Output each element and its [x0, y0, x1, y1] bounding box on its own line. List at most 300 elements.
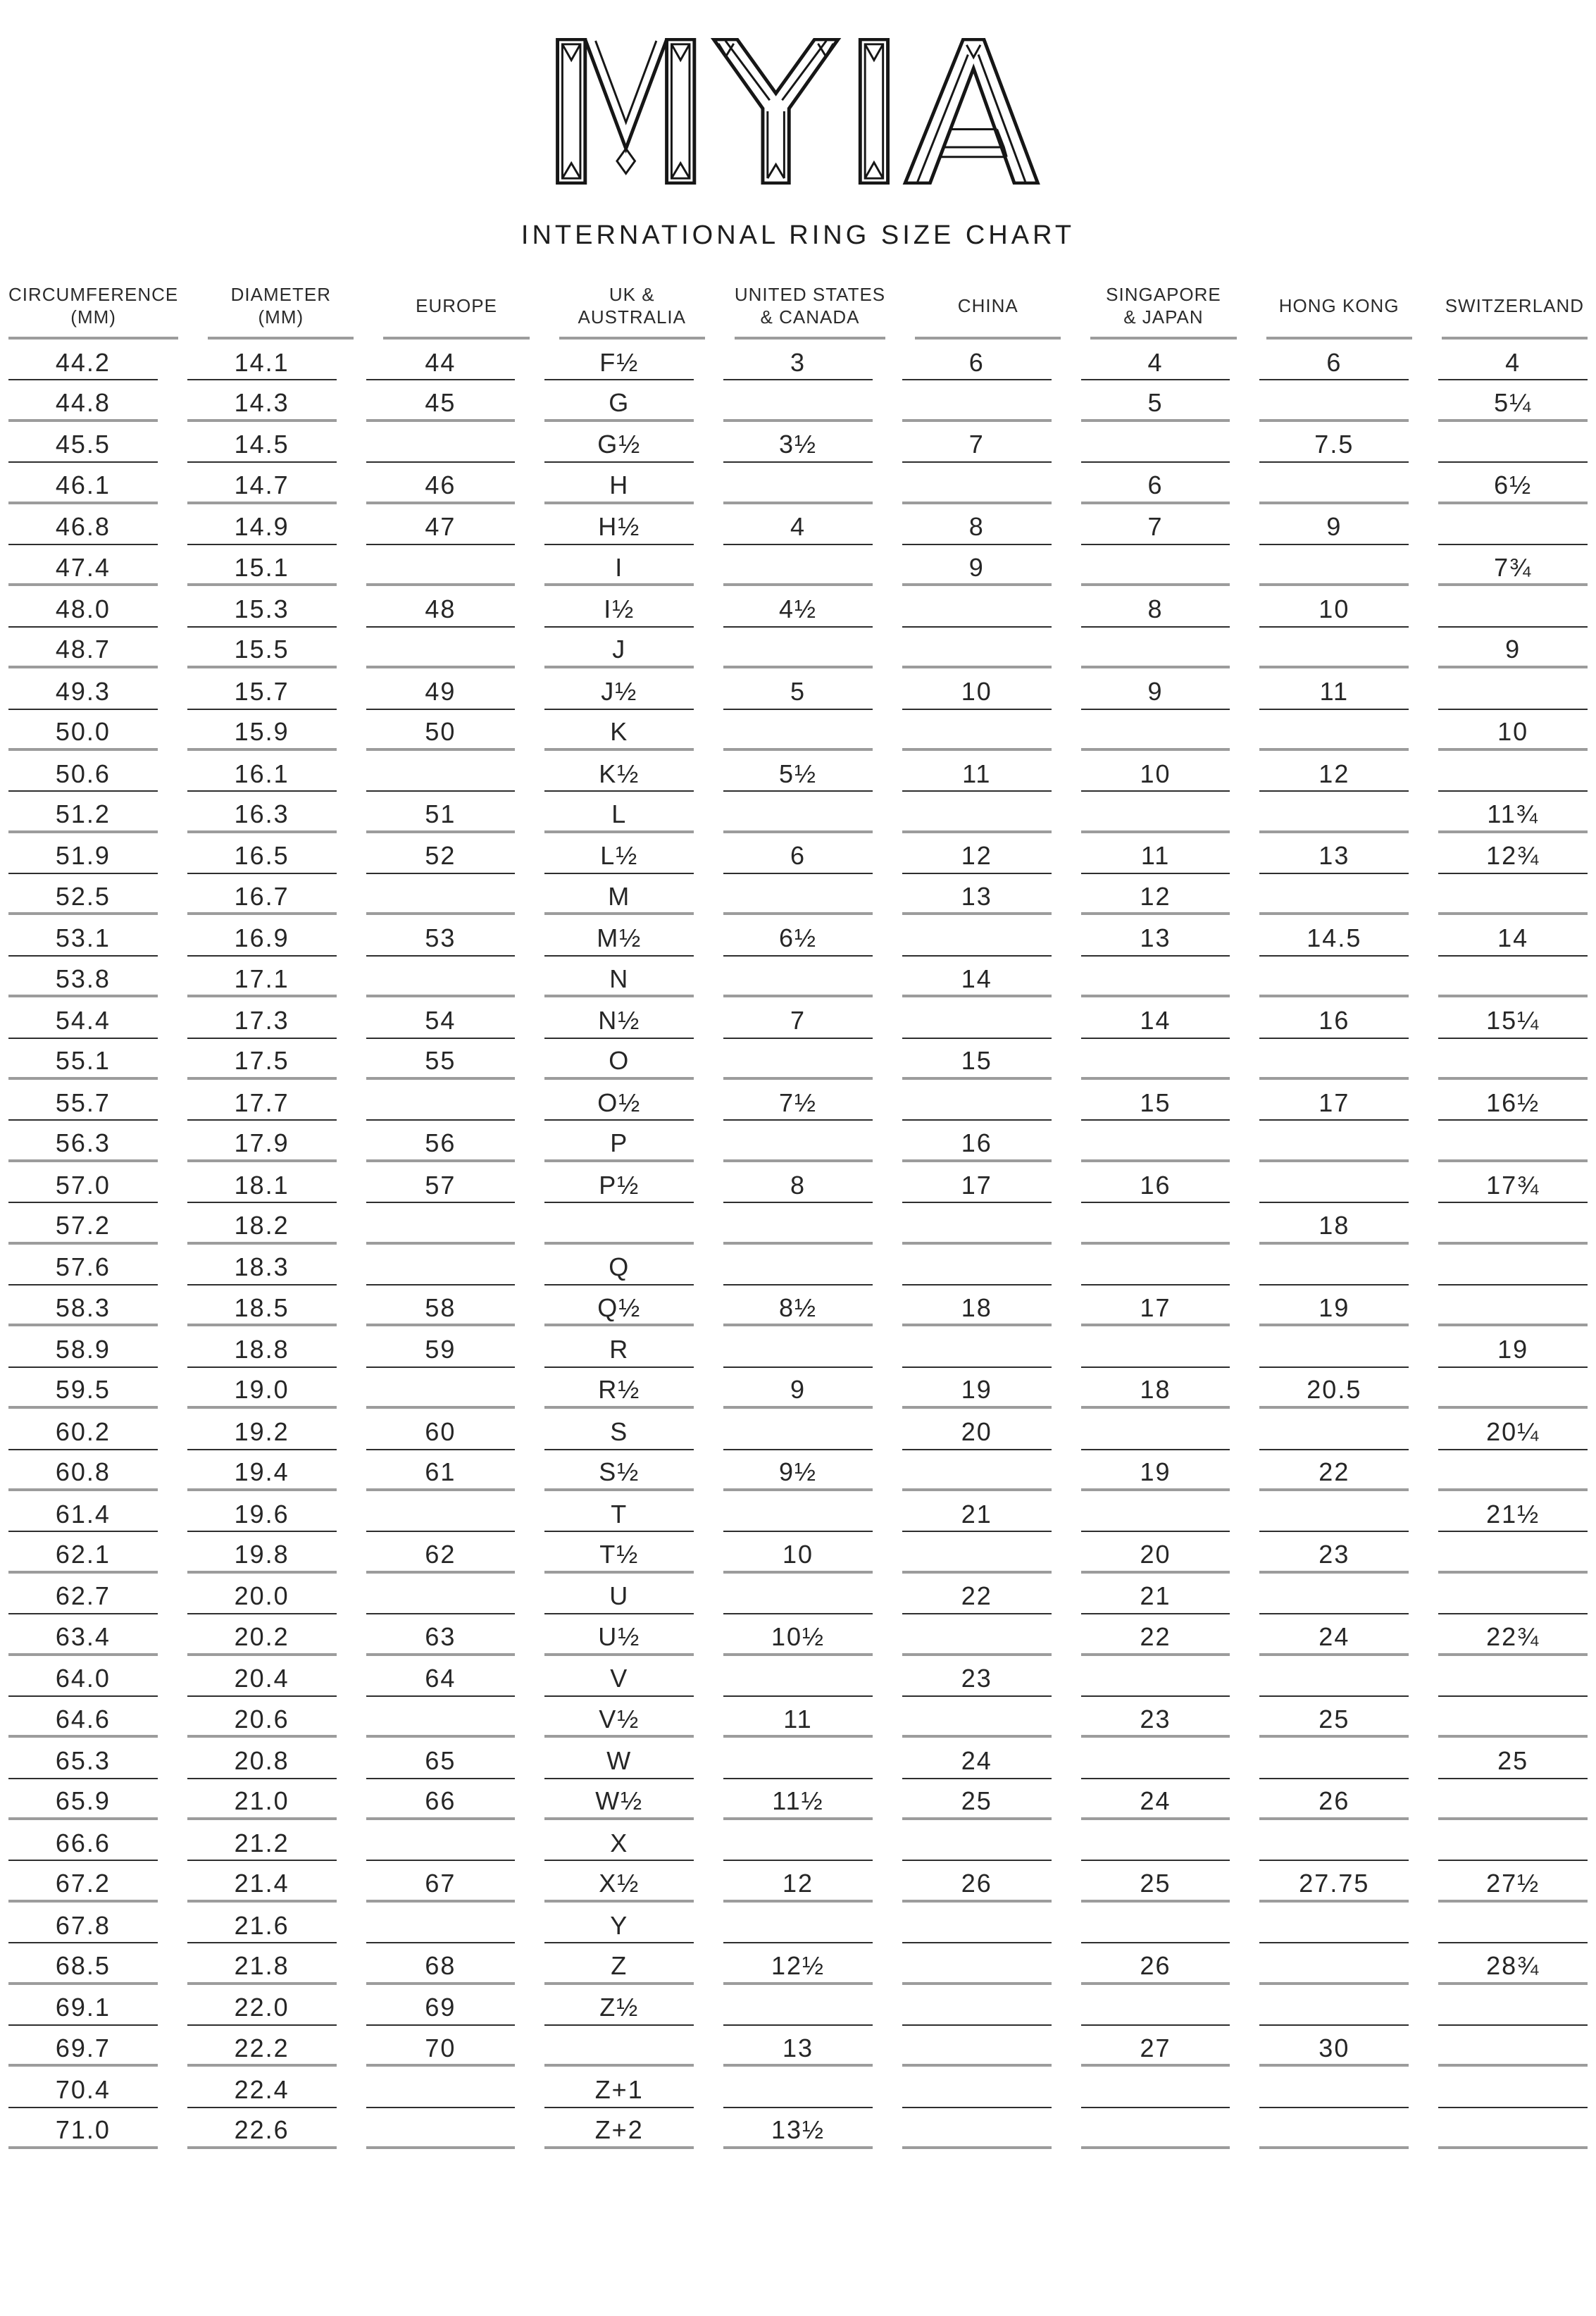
column-header [559, 275, 705, 340]
cell: 16 [1081, 1162, 1230, 1203]
cell: N [544, 957, 694, 997]
cell [1438, 874, 1588, 915]
cell: X½ [544, 1861, 694, 1902]
column-header-line: CHINA [957, 295, 1018, 316]
cell [1259, 1985, 1409, 2026]
cell [1259, 957, 1409, 997]
cell [1259, 380, 1409, 421]
cell: 11½ [723, 1779, 873, 1820]
cell: 47 [366, 504, 516, 545]
cell: 20.2 [187, 1614, 337, 1655]
cell [902, 915, 1052, 956]
cell: 18 [902, 1285, 1052, 1326]
cell: 59.5 [8, 1368, 158, 1409]
column-header [1090, 275, 1236, 340]
cell: 18.3 [187, 1245, 337, 1285]
cell [723, 1903, 873, 1943]
cell [366, 1080, 516, 1121]
cell: I [544, 545, 694, 586]
cell [366, 1697, 516, 1738]
cell: 55.1 [8, 1039, 158, 1080]
cell: 16.3 [187, 792, 337, 833]
cell [1438, 1820, 1588, 1861]
cell: W [544, 1738, 694, 1779]
cell [902, 1614, 1052, 1655]
cell [366, 545, 516, 586]
cell: 22¾ [1438, 1614, 1588, 1655]
cell [1259, 1903, 1409, 1943]
cell [902, 997, 1052, 1038]
cell: 9 [723, 1368, 873, 1409]
cell: 13½ [723, 2108, 873, 2149]
cell: 6½ [1438, 463, 1588, 504]
cell [1259, 792, 1409, 833]
cell [1081, 1203, 1230, 1244]
column-header-line: HONG KONG [1278, 295, 1399, 316]
logo-letter-a [905, 39, 1037, 183]
cell [1081, 957, 1230, 997]
cell: 53 [366, 915, 516, 956]
cell: 14 [1438, 915, 1588, 956]
cell: 22.4 [187, 2067, 337, 2108]
cell [723, 792, 873, 833]
cell [1438, 504, 1588, 545]
cell [902, 463, 1052, 504]
cell [1259, 1943, 1409, 1984]
cell: 52.5 [8, 874, 158, 915]
cell [1259, 1162, 1409, 1203]
cell: 21.4 [187, 1861, 337, 1902]
cell [1259, 628, 1409, 668]
cell [1438, 1245, 1588, 1285]
cell: 14.7 [187, 463, 337, 504]
cell: 62 [366, 1532, 516, 1573]
cell [1438, 1985, 1588, 2026]
cell: M [544, 874, 694, 915]
cell: 47.4 [8, 545, 158, 586]
cell: 20 [1081, 1532, 1230, 1573]
cell: 70.4 [8, 2067, 158, 2108]
cell [1081, 1985, 1230, 2026]
cell: 17 [1259, 1080, 1409, 1121]
cell: 22 [1259, 1450, 1409, 1491]
cell: 19 [902, 1368, 1052, 1409]
cell: 8 [723, 1162, 873, 1203]
cell: 19.0 [187, 1368, 337, 1409]
cell: 12 [723, 1861, 873, 1902]
cell: U [544, 1574, 694, 1614]
cell [1081, 628, 1230, 668]
cell [902, 2067, 1052, 2108]
cell: 15.1 [187, 545, 337, 586]
cell [723, 874, 873, 915]
cell: 16.9 [187, 915, 337, 956]
cell: 23 [1081, 1697, 1230, 1738]
cell: 19.6 [187, 1491, 337, 1532]
cell [902, 1943, 1052, 1984]
cell: 68 [366, 1943, 516, 1984]
cell: 57.2 [8, 1203, 158, 1244]
cell: 70 [366, 2026, 516, 2067]
cell: Z½ [544, 1985, 694, 2026]
cell [366, 422, 516, 463]
cell: 49.3 [8, 668, 158, 709]
cell: 15.9 [187, 710, 337, 751]
cell [1259, 710, 1409, 751]
column-header-line: EUROPE [416, 295, 497, 316]
column-header-line: UK & [609, 284, 655, 305]
cell: 19.4 [187, 1450, 337, 1491]
cell: 8 [1081, 586, 1230, 627]
cell [366, 751, 516, 792]
cell [1438, 422, 1588, 463]
cell: Z [544, 1943, 694, 1984]
cell: 17 [1081, 1285, 1230, 1326]
cell: 14.5 [187, 422, 337, 463]
cell: 17¾ [1438, 1162, 1588, 1203]
cell: N½ [544, 997, 694, 1038]
cell: 7 [723, 997, 873, 1038]
column-header [915, 275, 1061, 340]
column-header [1442, 275, 1588, 340]
cell: 44.2 [8, 340, 158, 380]
cell: 19.2 [187, 1409, 337, 1450]
cell: 20.5 [1259, 1368, 1409, 1409]
cell: 21 [902, 1491, 1052, 1532]
cell: 30 [1259, 2026, 1409, 2067]
cell: 46.1 [8, 463, 158, 504]
cell [723, 1574, 873, 1614]
cell: 15¼ [1438, 997, 1588, 1038]
cell: 68.5 [8, 1943, 158, 1984]
cell [902, 1532, 1052, 1573]
column-header-line: (MM) [70, 306, 116, 328]
cell: 12 [902, 833, 1052, 874]
table-body [8, 340, 1588, 2149]
cell: 4½ [723, 586, 873, 627]
cell: 22 [1081, 1614, 1230, 1655]
cell: 69 [366, 1985, 516, 2026]
cell: 26 [1259, 1779, 1409, 1820]
cell: 60.2 [8, 1409, 158, 1450]
cell: L [544, 792, 694, 833]
cell: 14.5 [1259, 915, 1409, 956]
cell [902, 710, 1052, 751]
cell: 61.4 [8, 1491, 158, 1532]
cell: 8½ [723, 1285, 873, 1326]
cell: 24 [1259, 1614, 1409, 1655]
cell: 22 [902, 1574, 1052, 1614]
cell: 59 [366, 1326, 516, 1367]
cell [723, 1491, 873, 1532]
cell: 51.9 [8, 833, 158, 874]
cell: 4 [1438, 340, 1588, 380]
cell: 9 [1081, 668, 1230, 709]
cell: 46.8 [8, 504, 158, 545]
cell [723, 710, 873, 751]
cell [1438, 1656, 1588, 1697]
cell: 21.6 [187, 1903, 337, 1943]
cell: 15 [902, 1039, 1052, 1080]
cell [723, 957, 873, 997]
cell: 14 [1081, 997, 1230, 1038]
cell: 16 [902, 1121, 1052, 1162]
column-header-line: DIAMETER [230, 284, 331, 305]
cell [1081, 2067, 1230, 2108]
cell: 9½ [723, 1450, 873, 1491]
cell: 58.9 [8, 1326, 158, 1367]
cell: 9 [1438, 628, 1588, 668]
cell: 57.0 [8, 1162, 158, 1203]
ring-size-chart [8, 275, 1588, 2149]
cell: 23 [902, 1656, 1052, 1697]
cell: 16.7 [187, 874, 337, 915]
cell: 14.1 [187, 340, 337, 380]
logo-letter-m [558, 39, 694, 183]
cell: 23 [1259, 1532, 1409, 1573]
cell [1259, 1326, 1409, 1367]
cell [723, 1039, 873, 1080]
cell: 46 [366, 463, 516, 504]
cell: M½ [544, 915, 694, 956]
cell: 14 [902, 957, 1052, 997]
cell: 51.2 [8, 792, 158, 833]
cell: 6 [1259, 340, 1409, 380]
cell: H½ [544, 504, 694, 545]
cell: S [544, 1409, 694, 1450]
cell: 6 [902, 340, 1052, 380]
cell: 16 [1259, 997, 1409, 1038]
cell [366, 2108, 516, 2149]
cell [1259, 1574, 1409, 1614]
column-header [208, 275, 354, 340]
cell [902, 1080, 1052, 1121]
cell: F½ [544, 340, 694, 380]
cell: 12¾ [1438, 833, 1588, 874]
cell: 9 [1259, 504, 1409, 545]
cell: 3 [723, 340, 873, 380]
cell: 10 [723, 1532, 873, 1573]
cell: 12 [1259, 751, 1409, 792]
cell [723, 1656, 873, 1697]
cell [723, 1326, 873, 1367]
cell: V½ [544, 1697, 694, 1738]
cell: 48.0 [8, 586, 158, 627]
cell: J [544, 628, 694, 668]
cell [1438, 586, 1588, 627]
cell: 11 [1259, 668, 1409, 709]
cell: 14.9 [187, 504, 337, 545]
cell [1438, 2067, 1588, 2108]
cell [1259, 1491, 1409, 1532]
column-header-line: SINGAPORE [1106, 284, 1221, 305]
cell: 21 [1081, 1574, 1230, 1614]
table-header-row [8, 275, 1588, 340]
cell: 5¼ [1438, 380, 1588, 421]
cell: 55 [366, 1039, 516, 1080]
cell: 22.6 [187, 2108, 337, 2149]
cell [723, 1820, 873, 1861]
cell [1259, 1245, 1409, 1285]
cell: 50.6 [8, 751, 158, 792]
column-header [8, 275, 178, 340]
cell [1081, 2108, 1230, 2149]
cell [902, 1820, 1052, 1861]
cell: 20.0 [187, 1574, 337, 1614]
cell: 69.1 [8, 1985, 158, 2026]
cell: 24 [902, 1738, 1052, 1779]
cell: P½ [544, 1162, 694, 1203]
cell: 7¾ [1438, 545, 1588, 586]
cell: 12½ [723, 1943, 873, 1984]
cell: 63.4 [8, 1614, 158, 1655]
cell: 54.4 [8, 997, 158, 1038]
cell [1259, 874, 1409, 915]
cell: 71.0 [8, 2108, 158, 2149]
cell [544, 2026, 694, 2067]
cell: 51 [366, 792, 516, 833]
cell [1081, 1738, 1230, 1779]
cell [1438, 1039, 1588, 1080]
cell: 48.7 [8, 628, 158, 668]
cell: 44.8 [8, 380, 158, 421]
cell: R½ [544, 1368, 694, 1409]
cell: 15.3 [187, 586, 337, 627]
cell: U½ [544, 1614, 694, 1655]
page-title: INTERNATIONAL RING SIZE CHART [520, 220, 1076, 250]
cell: 66.6 [8, 1820, 158, 1861]
cell: 10 [1081, 751, 1230, 792]
cell: 10 [1259, 586, 1409, 627]
cell: H [544, 463, 694, 504]
cell: 66 [366, 1779, 516, 1820]
cell [1259, 545, 1409, 586]
cell [1438, 1203, 1588, 1244]
cell [1259, 1121, 1409, 1162]
cell [366, 1820, 516, 1861]
column-header-line: & JAPAN [1123, 306, 1204, 328]
cell [902, 1326, 1052, 1367]
cell [723, 1121, 873, 1162]
cell [1438, 1532, 1588, 1573]
cell: 12 [1081, 874, 1230, 915]
cell: 15.5 [187, 628, 337, 668]
cell: Z+2 [544, 2108, 694, 2149]
cell: T [544, 1491, 694, 1532]
cell: 60 [366, 1409, 516, 1450]
cell: 45 [366, 380, 516, 421]
cell: O½ [544, 1080, 694, 1121]
cell: 44 [366, 340, 516, 380]
cell: G½ [544, 422, 694, 463]
cell: 67.2 [8, 1861, 158, 1902]
cell: 55.7 [8, 1080, 158, 1121]
cell: 25 [1081, 1861, 1230, 1902]
cell: 64 [366, 1656, 516, 1697]
cell [902, 2026, 1052, 2067]
cell: O [544, 1039, 694, 1080]
cell: 19.8 [187, 1532, 337, 1573]
cell [902, 1245, 1052, 1285]
cell [902, 380, 1052, 421]
cell [902, 1903, 1052, 1943]
cell [1081, 1245, 1230, 1285]
cell: 13 [723, 2026, 873, 2067]
cell: 13 [1259, 833, 1409, 874]
cell: 10½ [723, 1614, 873, 1655]
cell: 62.7 [8, 1574, 158, 1614]
cell: S½ [544, 1450, 694, 1491]
logo-letter-i [860, 39, 887, 183]
cell: 21.0 [187, 1779, 337, 1820]
cell: 11 [723, 1697, 873, 1738]
cell: 64.0 [8, 1656, 158, 1697]
cell: 18.8 [187, 1326, 337, 1367]
cell: 61 [366, 1450, 516, 1491]
myia-logo-graphic [551, 38, 1045, 185]
cell: 13 [902, 874, 1052, 915]
cell: 27½ [1438, 1861, 1588, 1902]
cell [1081, 1121, 1230, 1162]
cell: K [544, 710, 694, 751]
cell: 50.0 [8, 710, 158, 751]
cell: 21.2 [187, 1820, 337, 1861]
logo-letter-y [713, 39, 838, 183]
cell: 27.75 [1259, 1861, 1409, 1902]
cell [902, 1203, 1052, 1244]
cell [902, 2108, 1052, 2149]
cell: G [544, 380, 694, 421]
cell: 20.6 [187, 1697, 337, 1738]
cell: 17.9 [187, 1121, 337, 1162]
cell: 20 [902, 1409, 1052, 1450]
cell [366, 2067, 516, 2108]
cell: 25 [1259, 1697, 1409, 1738]
cell: 5 [1081, 380, 1230, 421]
column-header-line: CIRCUMFERENCE [8, 284, 179, 305]
cell: V [544, 1656, 694, 1697]
cell: 52 [366, 833, 516, 874]
cell [1438, 1285, 1588, 1326]
cell: 6 [723, 833, 873, 874]
cell: 15.7 [187, 668, 337, 709]
cell [1259, 1656, 1409, 1697]
cell: 5 [723, 668, 873, 709]
cell [723, 1409, 873, 1450]
cell: 20.8 [187, 1738, 337, 1779]
cell [1081, 1820, 1230, 1861]
cell: 15 [1081, 1080, 1230, 1121]
cell: J½ [544, 668, 694, 709]
cell: 50 [366, 710, 516, 751]
cell: 16.1 [187, 751, 337, 792]
cell: 16½ [1438, 1080, 1588, 1121]
cell [1259, 1820, 1409, 1861]
cell: 48 [366, 586, 516, 627]
cell [723, 1985, 873, 2026]
cell [366, 874, 516, 915]
cell: W½ [544, 1779, 694, 1820]
cell: 14.3 [187, 380, 337, 421]
cell: 21½ [1438, 1491, 1588, 1532]
cell [723, 1245, 873, 1285]
cell: 17.7 [187, 1080, 337, 1121]
cell: 22.0 [187, 1985, 337, 2026]
cell: 58.3 [8, 1285, 158, 1326]
cell [1438, 1903, 1588, 1943]
cell [1081, 1326, 1230, 1367]
cell: 65.3 [8, 1738, 158, 1779]
